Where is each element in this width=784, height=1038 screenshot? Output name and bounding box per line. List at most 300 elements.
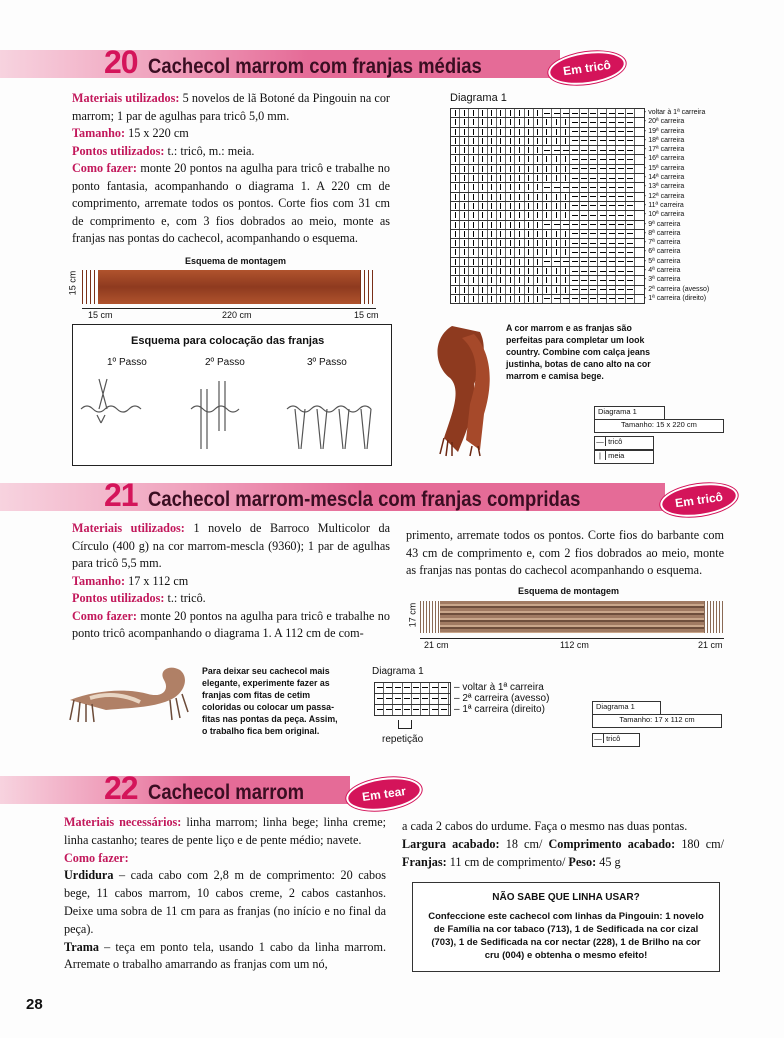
diagram-20-cell: [497, 211, 506, 219]
diagram-20-cell: [616, 137, 625, 145]
step-2-illustration: [191, 381, 239, 449]
diagram-20-cell: [451, 174, 460, 182]
section-20-title: Cachecol marrom com franjas médias: [147, 55, 482, 78]
diagram-20-cell: [506, 202, 515, 210]
diagram-20-cell: [451, 239, 460, 247]
diagram-20-cell: [488, 118, 497, 126]
diagram-20-cell: [506, 258, 515, 266]
diagram-21-cell: [412, 694, 421, 704]
diagram-20-cell: [580, 230, 589, 238]
diagram-20-cell: [616, 146, 625, 154]
diagram-20-cell: [589, 267, 598, 275]
diagram-20-row-label: - 6ª carreira: [644, 248, 681, 256]
diagram-20-cell: [479, 128, 488, 136]
diagram-21-grid: [374, 682, 451, 716]
materiais-21-label: Materiais utilizados:: [72, 521, 185, 535]
diagram-20-cell: [488, 128, 497, 136]
diagram-20-cell: [616, 155, 625, 163]
diagram-20-cell: [479, 248, 488, 256]
diagram-20-cell: [580, 174, 589, 182]
diagram-20-cell: [525, 295, 534, 303]
diagram-20-cell: [479, 165, 488, 173]
diagram-20-cell: [570, 193, 579, 201]
diagram-20-cell: [589, 137, 598, 145]
diagram-20-cell: [460, 193, 469, 201]
diagram-20-cell: [552, 230, 561, 238]
legend-20-size: Tamanho: 15 x 220 cm: [594, 419, 724, 433]
scarf-fringe-left-21: [420, 601, 440, 633]
diagram-20-cell: [515, 221, 524, 229]
diagram-20-cell: [534, 248, 543, 256]
diagram-20-cell: [534, 128, 543, 136]
esquema-title-20: Esquema de montagem: [185, 256, 287, 266]
diagram-20-cell: [607, 230, 616, 238]
diagram-20-cell: [488, 286, 497, 294]
diagram-20-cell: [469, 193, 478, 201]
diagram-20-cell: [570, 128, 579, 136]
diagram-20-cell: [580, 118, 589, 126]
diagram-20-cell: [497, 202, 506, 210]
diagram-20-cell: [543, 155, 552, 163]
diagram-20-row: [451, 286, 644, 295]
diagram-20-cell: [488, 183, 497, 191]
diagram-20-cell: [479, 193, 488, 201]
diagram-21-cell: [393, 683, 402, 693]
diagram-20-cell: [552, 128, 561, 136]
diagram-20-cell: [616, 193, 625, 201]
diagram-20-row: [451, 276, 644, 285]
diagram-20-cell: [488, 211, 497, 219]
como-22-label: Como fazer:: [64, 850, 129, 865]
diagram-20-cell: [561, 193, 570, 201]
diagram-20-cell: [515, 202, 524, 210]
section-21-text-left: [72, 520, 390, 643]
esquema-left-20: 15 cm: [88, 310, 113, 320]
diagram-20-cell: [479, 137, 488, 145]
diagram-20-cell: [469, 211, 478, 219]
diagram-20-cell: [626, 258, 635, 266]
diagram-20-cell: [561, 248, 570, 256]
diagram-20-cell: [607, 137, 616, 145]
diagram-20-cell: [580, 183, 589, 191]
diagram-20-cell: [497, 239, 506, 247]
franjas-title: Esquema para colocação das franjas: [131, 335, 325, 347]
esquema-side-20: 15 cm: [67, 270, 78, 296]
diagram-20-cell: [479, 155, 488, 163]
diagram-20-cell: [451, 211, 460, 219]
diagram-20-cell: [525, 248, 534, 256]
diagram-20-row-label: - 10ª carreira: [644, 211, 685, 219]
diagram-20-row-label: - 18ª carreira: [644, 136, 685, 144]
diagram-21-cell: [439, 705, 448, 715]
section-21-title: Cachecol marrom-mescla com franjas compridas: [147, 488, 581, 511]
diagram-20-cell: [598, 239, 607, 247]
diagram-21-row-1: – voltar à 1ª carreira: [454, 682, 544, 693]
diagram-20-cell: [543, 183, 552, 191]
diagram-20-cell: [543, 165, 552, 173]
repeticao-label: repetição: [382, 734, 424, 745]
diagram-20-cell: [607, 146, 616, 154]
diagram-20-cell: [515, 295, 524, 303]
diagram-20-cell: [469, 267, 478, 275]
photo-21-caption: Para deixar seu cachecol mais elegante, experimente fazer as franjas com fitas de cetim coloridas ou colocar um passa-fitas nas pontas da peça. Assim, o trabalho fica bem original.: [202, 666, 338, 736]
pontos-value: t.: tricô, m.: meia.: [167, 143, 255, 158]
diagram-20-cell: [570, 230, 579, 238]
diagram-20-cell: [488, 295, 497, 303]
diagram-20-cell: [488, 267, 497, 275]
diagram-20-cell: [479, 258, 488, 266]
diagram-20-cell: [497, 118, 506, 126]
tamanho-value: 15 x 220 cm: [128, 126, 189, 140]
dimension-line-20: [82, 308, 376, 309]
diagram-20-cell: [598, 155, 607, 163]
esquema-mid-21: 112 cm: [560, 640, 589, 650]
diagram-20-row-labels: [644, 108, 709, 303]
diagram-20-cell: [488, 137, 497, 145]
largura-value: 18 cm/: [505, 836, 543, 851]
diagram-20-cell: [589, 286, 598, 294]
legend-21-sym-1: —: [593, 734, 604, 743]
diagram-20-cell: [626, 128, 635, 136]
diagram-20-cell: [561, 155, 570, 163]
diagram-20-cell: [534, 155, 543, 163]
diagram-20-cell: [607, 267, 616, 275]
diagram-20-title: Diagrama 1: [450, 92, 507, 104]
section-22-text-right: [402, 818, 724, 871]
diagram-20-cell: [543, 137, 552, 145]
diagram-20-cell: [451, 295, 460, 303]
diagram-20-cell: [580, 109, 589, 117]
diagram-20-row-label: - 2ª carreira (avesso): [644, 285, 710, 293]
legend-20-text-2: meia: [608, 451, 625, 460]
diagram-20-cell: [451, 202, 460, 210]
diagram-21-cell: [439, 683, 448, 693]
diagram-20-cell: [589, 221, 598, 229]
diagram-20-cell: [616, 165, 625, 173]
diagram-20-cell: [616, 239, 625, 247]
diagram-20-cell: [460, 128, 469, 136]
legend-20-text-1: tricô: [608, 437, 623, 446]
diagram-20-cell: [534, 295, 543, 303]
diagram-20-cell: [607, 295, 616, 303]
diagram-20-cell: [552, 174, 561, 182]
peso-value: 45 g: [599, 854, 621, 869]
diagram-21-row: [375, 694, 450, 705]
diagram-20-cell: [580, 155, 589, 163]
diagram-21-cell: [421, 683, 430, 693]
diagram-20-cell: [469, 286, 478, 294]
diagram-20-cell: [580, 202, 589, 210]
diagram-20-cell: [469, 295, 478, 303]
yarn-box-title: NÃO SABE QUE LINHA USAR?: [492, 892, 640, 903]
diagram-20-cell: [570, 239, 579, 247]
diagram-21-cell: [375, 694, 384, 704]
diagram-20-cell: [543, 118, 552, 126]
diagram-21-cell: [412, 683, 421, 693]
diagram-20-cell: [469, 165, 478, 173]
diagram-20-cell: [543, 109, 552, 117]
diagram-20-row: [451, 137, 644, 146]
diagram-20-cell: [616, 221, 625, 229]
diagram-21-cell: [384, 694, 393, 704]
diagram-20-cell: [506, 248, 515, 256]
diagram-21-cell: [384, 705, 393, 715]
diagram-20-row-label: - 11ª carreira: [644, 201, 684, 209]
diagram-20-cell: [570, 211, 579, 219]
diagram-20-cell: [525, 211, 534, 219]
diagram-20-cell: [515, 276, 524, 284]
scarf-fringe-left-20: [82, 270, 98, 304]
diagram-20-cell: [589, 295, 598, 303]
diagram-20-cell: [607, 174, 616, 182]
diagram-20-cell: [525, 183, 534, 191]
diagram-20-cell: [607, 276, 616, 284]
diagram-20-grid: [450, 108, 645, 304]
diagram-20-cell: [469, 276, 478, 284]
diagram-20-cell: [598, 221, 607, 229]
diagram-20-cell: [460, 137, 469, 145]
diagram-20-cell: [570, 146, 579, 154]
diagram-20-cell: [534, 239, 543, 247]
diagram-20-cell: [580, 221, 589, 229]
diagram-20-cell: [570, 118, 579, 126]
diagram-20-cell: [552, 146, 561, 154]
diagram-20-cell: [469, 239, 478, 247]
diagram-20-cell: [626, 230, 635, 238]
diagram-20-cell: [543, 221, 552, 229]
diagram-20-cell: [598, 137, 607, 145]
diagram-20-cell: [488, 276, 497, 284]
section-22-badge: Em tear: [344, 773, 424, 815]
diagram-20-cell: [616, 202, 625, 210]
diagram-20-cell: [580, 286, 589, 294]
diagram-20-cell: [479, 202, 488, 210]
diagram-20-cell: [552, 183, 561, 191]
legend-20-item-1: [594, 436, 654, 450]
diagram-20-row-label: - 7ª carreira: [644, 239, 681, 247]
urdidura-value: – cada cabo com 2,8 m de comprimento: 20 cabos bege, 11 cabos marrom, 10 cabos creme, 2 cabos castanhos. Deixe uma sobra de 11 cm para as franjas (no início e no final da peça).: [64, 868, 386, 936]
diagram-20-cell: [460, 286, 469, 294]
diagram-20-cell: [570, 267, 579, 275]
diagram-21-cell: [403, 694, 412, 704]
section-22-heading: [104, 770, 325, 807]
franjas-box: [72, 324, 392, 466]
diagram-20-cell: [580, 193, 589, 201]
diagram-20-cell: [626, 276, 635, 284]
diagram-20-cell: [607, 286, 616, 294]
diagram-20-cell: [451, 183, 460, 191]
diagram-20-row: [451, 118, 644, 127]
diagram-20-cell: [515, 211, 524, 219]
diagram-20-cell: [607, 202, 616, 210]
franjas-illustration: [73, 369, 391, 463]
diagram-20-row: [451, 267, 644, 276]
diagram-20-cell: [598, 295, 607, 303]
diagram-20-cell: [534, 137, 543, 145]
diagram-20-cell: [598, 276, 607, 284]
diagram-20-cell: [552, 211, 561, 219]
diagram-20-cell: [497, 276, 506, 284]
diagram-20-cell: [561, 202, 570, 210]
diagram-20-row-label: - 12ª carreira: [644, 192, 685, 200]
diagram-20-cell: [626, 295, 635, 303]
diagram-20-cell: [626, 118, 635, 126]
diagram-20-cell: [515, 230, 524, 238]
diagram-20-cell: [479, 211, 488, 219]
diagram-20-cell: [570, 295, 579, 303]
diagram-20-cell: [497, 174, 506, 182]
diagram-20-cell: [469, 202, 478, 210]
passo-1: 1º Passo: [107, 357, 147, 368]
diagram-20-cell: [506, 276, 515, 284]
diagram-20-cell: [479, 267, 488, 275]
diagram-20-cell: [589, 155, 598, 163]
section-21-heading: [104, 477, 639, 514]
diagram-20-cell: [460, 239, 469, 247]
diagram-20-cell: [561, 137, 570, 145]
diagram-21-cell: [375, 683, 384, 693]
diagram-20-cell: [525, 286, 534, 294]
materiais-21-value: 1 novelo de Barroco Multicolor da Círculo (400 g) na cor marrom-mescla (9360); 1 par de agulhas para tricô 5,5 mm.: [72, 521, 391, 570]
diagram-20-cell: [607, 165, 616, 173]
diagram-20-cell: [534, 230, 543, 238]
diagram-20-cell: [589, 248, 598, 256]
diagram-20-row-label: - 15ª carreira: [644, 164, 685, 172]
pontos-label: Pontos utilizados:: [72, 143, 165, 158]
diagram-20-cell: [460, 174, 469, 182]
diagram-20-cell: [451, 230, 460, 238]
diagram-20-cell: [580, 211, 589, 219]
diagram-20-cell: [451, 109, 460, 117]
diagram-21-row-3: – 1ª carreira (direito): [454, 704, 545, 715]
diagram-20-cell: [515, 146, 524, 154]
diagram-20-cell: [479, 109, 488, 117]
diagram-20-cell: [525, 221, 534, 229]
diagram-20-cell: [580, 128, 589, 136]
diagram-20-row: [451, 258, 644, 267]
pontos-21-value: t.: tricô.: [167, 591, 206, 605]
diagram-20-cell: [570, 248, 579, 256]
diagram-20-cell: [469, 128, 478, 136]
diagram-20-cell: [543, 211, 552, 219]
diagram-20-cell: [589, 146, 598, 154]
diagram-20-cell: [570, 165, 579, 173]
diagram-20-cell: [534, 165, 543, 173]
diagram-20-cell: [589, 174, 598, 182]
diagram-20-cell: [460, 295, 469, 303]
section-21-number: 21: [104, 477, 138, 513]
diagram-20-cell: [451, 193, 460, 201]
diagram-20-cell: [451, 146, 460, 154]
diagram-20-cell: [534, 267, 543, 275]
diagram-20-cell: [598, 109, 607, 117]
step-3-illustration: [287, 406, 371, 449]
scarf-fringe-right-21: [704, 601, 724, 633]
diagram-20-cell: [506, 137, 515, 145]
diagram-20-cell: [589, 202, 598, 210]
diagram-20-cell: [515, 183, 524, 191]
diagram-20-cell: [561, 258, 570, 266]
legend-20-title: Diagrama 1: [594, 406, 665, 420]
diagram-20-cell: [469, 155, 478, 163]
diagram-20-cell: [570, 137, 579, 145]
diagram-20-cell: [460, 221, 469, 229]
diagram-20-cell: [616, 295, 625, 303]
diagram-20-cell: [552, 165, 561, 173]
diagram-20-cell: [543, 295, 552, 303]
diagram-20-cell: [515, 193, 524, 201]
diagram-20-cell: [460, 118, 469, 126]
diagram-20-row: [451, 183, 644, 192]
diagram-20-cell: [552, 295, 561, 303]
diagram-20-cell: [543, 286, 552, 294]
diagram-20-cell: [497, 165, 506, 173]
diagram-20-cell: [460, 146, 469, 154]
diagram-20-cell: [506, 267, 515, 275]
diagram-20-cell: [488, 155, 497, 163]
diagram-20-cell: [515, 267, 524, 275]
scarf-20-photo: [422, 318, 498, 458]
scarf-20-body: [98, 270, 360, 304]
diagram-20-cell: [626, 146, 635, 154]
diagram-20-cell: [570, 276, 579, 284]
section-21-text-right: primento, arremate todos os pontos. Corte fios do barbante com 43 cm de comprimento e, com 2 fios dobrados ao meio, monte as franjas nas pontas do cachecol acompanhando o esquema.: [406, 528, 724, 577]
diagram-20-cell: [561, 211, 570, 219]
diagram-20-cell: [469, 183, 478, 191]
diagram-20-cell: [525, 165, 534, 173]
diagram-20-cell: [451, 286, 460, 294]
section-21-badge: Em tricô: [658, 479, 740, 522]
diagram-20-cell: [598, 118, 607, 126]
diagram-20-cell: [552, 248, 561, 256]
diagram-20-cell: [561, 183, 570, 191]
diagram-20-cell: [525, 276, 534, 284]
pontos-21-label: Pontos utilizados:: [72, 591, 165, 605]
diagram-20-cell: [525, 239, 534, 247]
como-21-label: Como fazer:: [72, 608, 137, 623]
diagram-20-cell: [552, 258, 561, 266]
diagram-20-cell: [570, 183, 579, 191]
diagram-20-cell: [543, 267, 552, 275]
diagram-20-row: [451, 295, 644, 304]
diagram-20-cell: [506, 295, 515, 303]
diagram-20-cell: [515, 118, 524, 126]
diagram-20-cell: [479, 221, 488, 229]
diagram-20-cell: [451, 155, 460, 163]
diagram-20-cell: [515, 109, 524, 117]
diagram-20-cell: [525, 267, 534, 275]
diagram-20-cell: [616, 118, 625, 126]
yarn-suggestion-box: [412, 882, 720, 972]
diagram-20-cell: [607, 221, 616, 229]
section-20-number: 20: [104, 44, 138, 80]
diagram-20-cell: [534, 202, 543, 210]
diagram-20-cell: [589, 258, 598, 266]
diagram-20-cell: [506, 286, 515, 294]
diagram-20-cell: [460, 165, 469, 173]
diagram-20-cell: [469, 221, 478, 229]
diagram-20-cell: [506, 128, 515, 136]
diagram-20-cell: [552, 239, 561, 247]
diagram-20-cell: [479, 295, 488, 303]
diagram-20-cell: [626, 248, 635, 256]
diagram-20-cell: [607, 258, 616, 266]
diagram-20-cell: [506, 109, 515, 117]
legend-21-text-1: tricô: [606, 734, 621, 743]
diagram-20-cell: [561, 239, 570, 247]
diagram-20-cell: [515, 155, 524, 163]
diagram-20-cell: [515, 239, 524, 247]
